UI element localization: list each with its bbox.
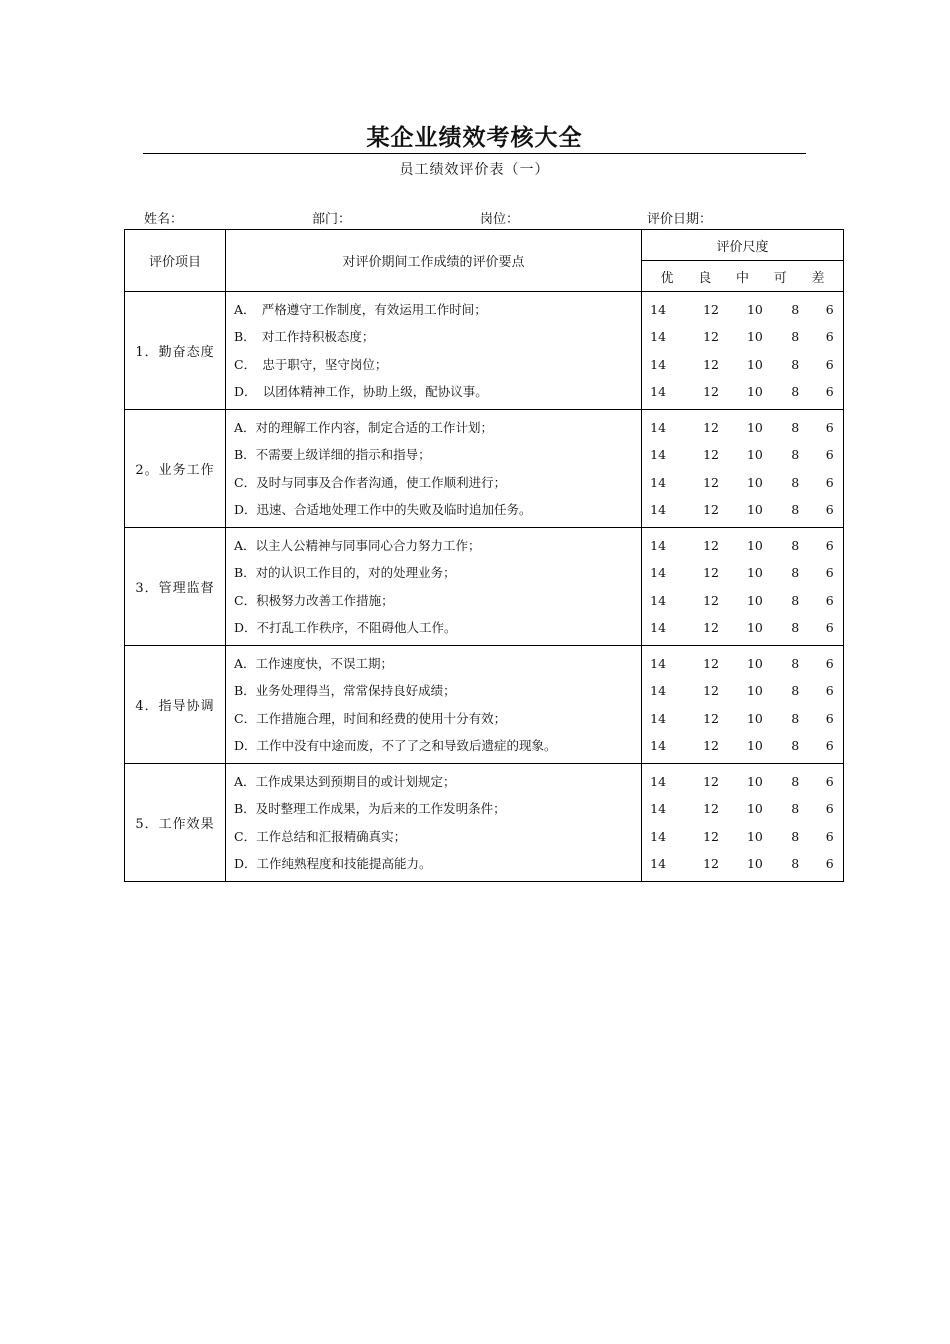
score-value: 6 [825, 383, 834, 399]
score-value: 8 [791, 828, 800, 844]
score-value: 12 [703, 774, 719, 789]
score-value: 12 [703, 383, 719, 399]
date-label: 评价日期： [647, 212, 713, 227]
score-value: 6 [825, 356, 834, 372]
score-value: 14 [650, 592, 667, 608]
score-value: 8 [791, 855, 800, 871]
score-value: 12 [703, 565, 719, 581]
score-value: 10 [746, 447, 763, 463]
points-cell [226, 528, 642, 646]
grade-label: 中 [735, 270, 749, 286]
score-value: 12 [703, 828, 719, 844]
grade-label: 优 [660, 270, 674, 286]
score-value: 12 [703, 474, 719, 490]
score-row [642, 414, 843, 441]
score-row [642, 296, 843, 323]
score-value: 6 [825, 774, 834, 789]
score-value: 6 [825, 619, 834, 635]
score-value: 12 [703, 683, 719, 699]
header-scale: 评价尺度 [642, 230, 844, 261]
score-value: 10 [746, 592, 763, 608]
evaluation-point: D．工作中没有中途而废，不了了之和导致后遗症的现象。 [234, 737, 557, 753]
score-value: 6 [825, 710, 834, 726]
score-value: 6 [825, 855, 834, 871]
score-value: 12 [703, 592, 719, 608]
score-row [642, 795, 843, 822]
score-value: 8 [791, 774, 800, 789]
score-value: 14 [650, 619, 667, 635]
grade-label: 良 [698, 270, 712, 286]
score-value: 14 [650, 420, 667, 435]
score-row [642, 677, 843, 704]
score-value: 12 [703, 855, 719, 871]
scores-cell [642, 646, 844, 764]
dept-label: 部门： [312, 212, 352, 227]
score-value: 6 [825, 656, 834, 671]
score-value: 10 [746, 828, 763, 844]
evaluation-table [124, 229, 844, 882]
score-row [642, 732, 843, 759]
score-value: 14 [650, 474, 667, 490]
evaluation-point: D． 以团体精神工作，协助上级，配协议事。 [234, 383, 488, 399]
scores-cell [642, 528, 844, 646]
score-value: 8 [791, 683, 800, 699]
score-value: 12 [703, 619, 719, 635]
score-value: 8 [791, 501, 800, 517]
score-value: 8 [791, 356, 800, 372]
score-value: 12 [703, 656, 719, 671]
score-value: 6 [825, 737, 834, 753]
scores-cell [642, 292, 844, 410]
score-value: 10 [746, 565, 763, 581]
evaluation-point: B．不需要上级详细的指示和指导； [234, 447, 431, 463]
category-name: 5．工作效果 [125, 764, 226, 882]
score-row [642, 559, 843, 586]
score-value: 10 [746, 501, 763, 517]
score-value: 10 [746, 619, 763, 635]
grade-label: 可 [773, 270, 787, 286]
score-value: 6 [825, 683, 834, 699]
score-value: 6 [825, 447, 834, 463]
score-value: 14 [650, 855, 667, 871]
score-value: 6 [825, 474, 834, 490]
header-item: 评价项目 [125, 230, 226, 292]
score-value: 10 [746, 710, 763, 726]
score-row [642, 532, 843, 559]
scores-cell [642, 764, 844, 882]
score-value: 8 [791, 447, 800, 463]
score-value: 6 [825, 565, 834, 581]
score-row [642, 705, 843, 732]
score-row [642, 378, 843, 405]
score-value: 8 [791, 565, 800, 581]
score-value: 10 [746, 855, 763, 871]
score-value: 12 [703, 710, 719, 726]
score-value: 14 [650, 447, 667, 463]
evaluation-point: C．积极努力改善工作措施； [234, 592, 394, 608]
score-value: 10 [746, 656, 763, 671]
evaluation-point: A．对的理解工作内容，制定合适的工作计划； [234, 420, 494, 435]
points-cell [226, 764, 642, 882]
score-value: 10 [746, 801, 763, 817]
evaluation-point: A．工作成果达到预期目的或计划规定； [234, 774, 456, 789]
score-value: 6 [825, 828, 834, 844]
post-label: 岗位： [480, 212, 520, 227]
evaluation-point: A． 严格遵守工作制度，有效运用工作时间； [234, 302, 487, 317]
evaluation-point: C．工作措施合理，时间和经费的使用十分有效； [234, 710, 507, 726]
score-value: 8 [791, 474, 800, 490]
score-value: 14 [650, 565, 667, 581]
score-value: 14 [650, 538, 667, 553]
score-row [642, 496, 843, 523]
score-row [642, 441, 843, 468]
score-value: 6 [825, 420, 834, 435]
table-row [125, 764, 844, 882]
category-name: 3．管理监督 [125, 528, 226, 646]
score-row [642, 823, 843, 850]
score-value: 12 [703, 302, 719, 317]
document-title: 某企业绩效考核大全 [143, 124, 806, 154]
name-label: 姓名： [144, 212, 184, 227]
score-value: 12 [703, 447, 719, 463]
score-value: 10 [746, 383, 763, 399]
evaluation-point: D．工作纯熟程度和技能提高能力。 [234, 855, 432, 871]
score-value: 14 [650, 737, 667, 753]
score-row [642, 587, 843, 614]
evaluation-point: C． 忠于职守，坚守岗位； [234, 356, 388, 372]
table-row [125, 528, 844, 646]
evaluation-point: A．工作速度快，不误工期； [234, 656, 394, 671]
score-row [642, 351, 843, 378]
score-value: 10 [746, 683, 763, 699]
score-value: 14 [650, 302, 667, 317]
table-row [125, 646, 844, 764]
score-value: 10 [746, 302, 763, 317]
evaluation-point: D．迅速、合适地处理工作中的失败及临时追加任务。 [234, 501, 532, 517]
score-value: 12 [703, 329, 719, 345]
evaluation-point: B．对的认识工作目的，对的处理业务； [234, 565, 456, 581]
score-value: 8 [791, 592, 800, 608]
score-value: 12 [703, 737, 719, 753]
score-value: 8 [791, 737, 800, 753]
score-value: 8 [791, 801, 800, 817]
score-value: 12 [703, 501, 719, 517]
info-row [144, 208, 844, 228]
score-value: 14 [650, 656, 667, 671]
score-value: 14 [650, 383, 667, 399]
score-row [642, 469, 843, 496]
header-grades [642, 261, 844, 292]
score-value: 14 [650, 774, 667, 789]
header-points: 对评价期间工作成绩的评价要点 [226, 230, 642, 292]
category-name: 2。业务工作 [125, 410, 226, 528]
score-value: 14 [650, 329, 667, 345]
score-row [642, 323, 843, 350]
score-value: 10 [746, 737, 763, 753]
table-row [125, 292, 844, 410]
score-value: 14 [650, 710, 667, 726]
evaluation-point: B．业务处理得当，常常保持良好成绩； [234, 683, 456, 699]
category-name: 4．指导协调 [125, 646, 226, 764]
score-value: 8 [791, 329, 800, 345]
score-value: 10 [746, 474, 763, 490]
score-value: 14 [650, 828, 667, 844]
table-row [125, 410, 844, 528]
score-value: 12 [703, 801, 719, 817]
score-value: 14 [650, 801, 667, 817]
points-cell [226, 410, 642, 528]
score-value: 12 [703, 356, 719, 372]
score-row [642, 850, 843, 877]
score-value: 6 [825, 329, 834, 345]
score-row [642, 614, 843, 641]
evaluation-point: A．以主人公精神与同事同心合力努力工作； [234, 538, 481, 553]
evaluation-point: B． 对工作持积极态度； [234, 329, 375, 345]
score-value: 10 [746, 774, 763, 789]
evaluation-point: B．及时整理工作成果，为后来的工作发明条件； [234, 801, 506, 817]
score-value: 10 [746, 356, 763, 372]
scores-cell [642, 410, 844, 528]
evaluation-point: C．及时与同事及合作者沟通，使工作顺利进行； [234, 474, 507, 490]
score-value: 6 [825, 538, 834, 553]
score-value: 14 [650, 501, 667, 517]
evaluation-point: D．不打乱工作秩序，不阻碍他人工作。 [234, 619, 457, 635]
score-value: 8 [791, 710, 800, 726]
score-row [642, 650, 843, 677]
score-value: 8 [791, 420, 800, 435]
score-value: 6 [825, 501, 834, 517]
score-value: 8 [791, 538, 800, 553]
title-block [143, 124, 806, 179]
score-value: 6 [825, 592, 834, 608]
score-value: 14 [650, 356, 667, 372]
evaluation-point: C．工作总结和汇报精确真实； [234, 828, 407, 844]
document-subtitle: 员工绩效评价表（一） [399, 162, 550, 178]
score-value: 10 [746, 329, 763, 345]
score-value: 12 [703, 538, 719, 553]
score-value: 14 [650, 683, 667, 699]
score-row [642, 768, 843, 795]
score-value: 8 [791, 302, 800, 317]
score-value: 6 [825, 801, 834, 817]
score-value: 6 [825, 302, 834, 317]
score-value: 10 [746, 538, 763, 553]
score-value: 8 [791, 656, 800, 671]
grade-label: 差 [811, 270, 825, 286]
points-cell [226, 646, 642, 764]
score-value: 8 [791, 619, 800, 635]
score-value: 10 [746, 420, 763, 435]
category-name: 1．勤奋态度 [125, 292, 226, 410]
points-cell [226, 292, 642, 410]
score-value: 12 [703, 420, 719, 435]
score-value: 8 [791, 383, 800, 399]
